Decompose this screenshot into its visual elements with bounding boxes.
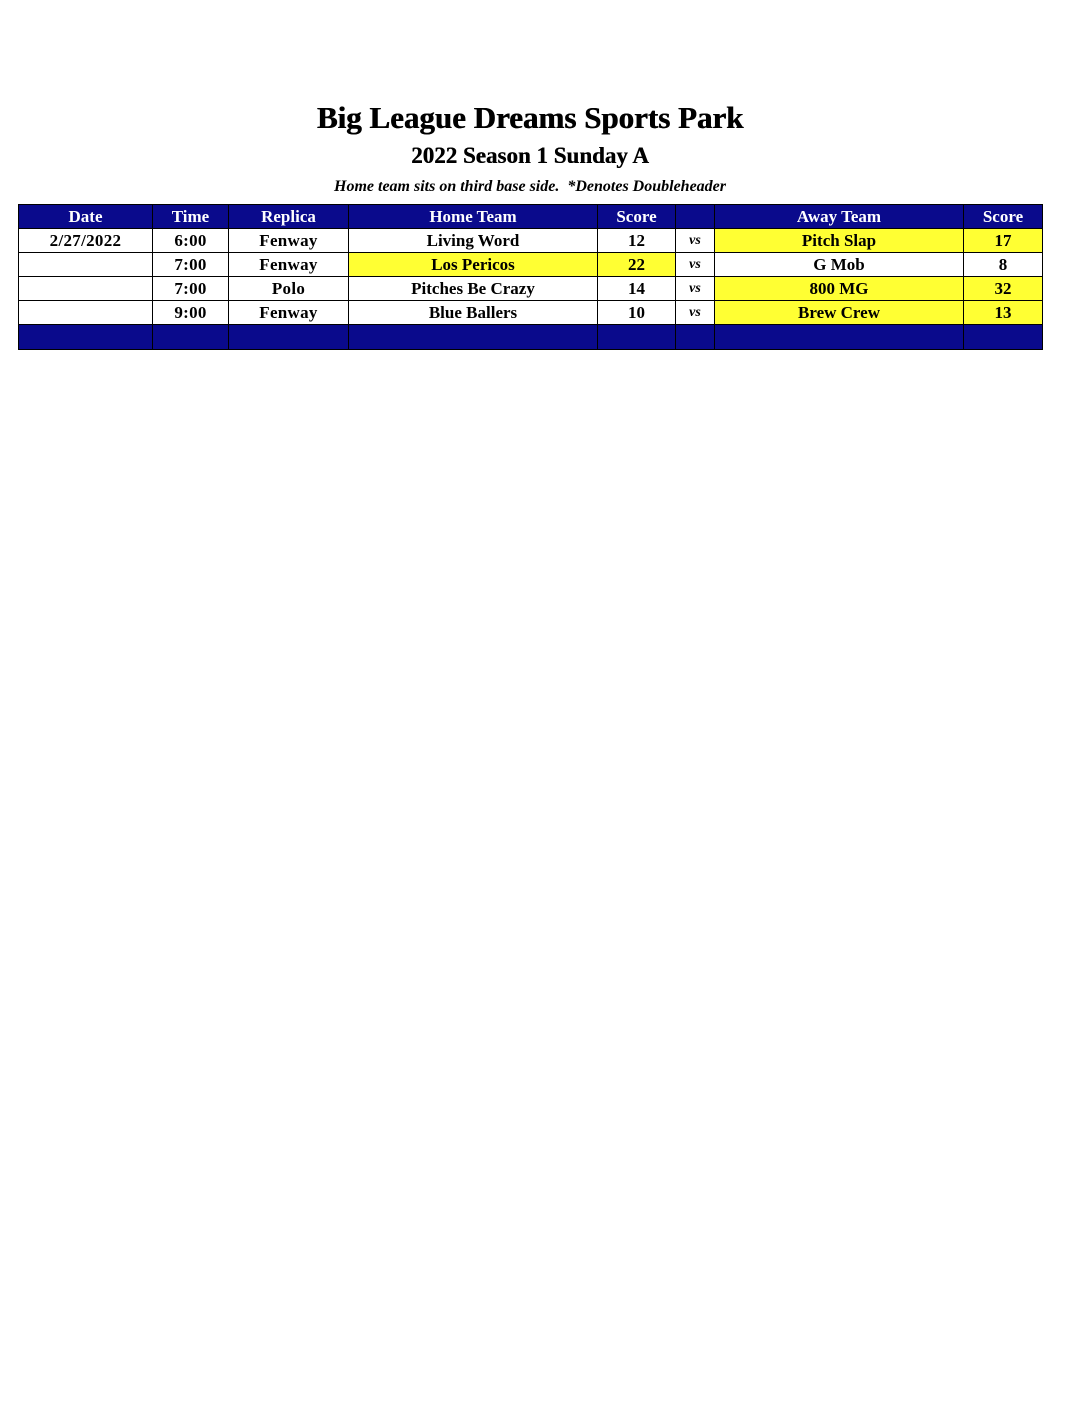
away-team-cell: G Mob [715, 253, 964, 277]
home-score-cell: 14 [598, 277, 676, 301]
column-header-date: Date [19, 205, 153, 229]
column-header-home-score: Score [598, 205, 676, 229]
footer-cell [598, 325, 676, 350]
time-cell: 7:00 [153, 277, 229, 301]
season-subtitle: 2022 Season 1 Sunday A [411, 143, 649, 168]
home-score-cell: 10 [598, 301, 676, 325]
vs-label: vs [676, 277, 715, 301]
column-header-away-team: Away Team [715, 205, 964, 229]
date-cell [19, 253, 153, 277]
footer-cell [964, 325, 1043, 350]
table-header-row [19, 205, 1043, 229]
home-team-cell: Los Pericos [349, 253, 598, 277]
page-title: Big League Dreams Sports Park [316, 100, 744, 135]
away-team-cell: 800 MG [715, 277, 964, 301]
column-header-away-score: Score [964, 205, 1043, 229]
column-header-replica: Replica [229, 205, 349, 229]
vs-label: vs [676, 301, 715, 325]
home-team-cell: Living Word [349, 229, 598, 253]
replica-cell: Fenway [229, 253, 349, 277]
replica-cell: Fenway [229, 229, 349, 253]
away-team-cell: Pitch Slap [715, 229, 964, 253]
column-header-home-team: Home Team [349, 205, 598, 229]
date-cell: 2/27/2022 [19, 229, 153, 253]
footer-cell [229, 325, 349, 350]
date-cell [19, 277, 153, 301]
vs-label: vs [676, 253, 715, 277]
time-cell: 9:00 [153, 301, 229, 325]
footer-cell [676, 325, 715, 350]
footer-cell [19, 325, 153, 350]
schedule-table [18, 204, 1043, 350]
footer-cell [715, 325, 964, 350]
footer-cell [349, 325, 598, 350]
schedule-note: Home team sits on third base side. *Denotes Doubleheader [334, 178, 726, 195]
table-row [19, 301, 1043, 325]
footer-cell [153, 325, 229, 350]
vs-label: vs [676, 229, 715, 253]
away-score-cell: 32 [964, 277, 1043, 301]
table-footer-row [19, 325, 1043, 350]
home-score-cell: 22 [598, 253, 676, 277]
date-cell [19, 301, 153, 325]
replica-cell: Polo [229, 277, 349, 301]
home-score-cell: 12 [598, 229, 676, 253]
away-score-cell: 17 [964, 229, 1043, 253]
column-header-time: Time [153, 205, 229, 229]
away-score-cell: 8 [964, 253, 1043, 277]
time-cell: 7:00 [153, 253, 229, 277]
home-team-cell: Blue Ballers [349, 301, 598, 325]
away-team-cell: Brew Crew [715, 301, 964, 325]
replica-cell: Fenway [229, 301, 349, 325]
table-row [19, 229, 1043, 253]
column-header-vs [676, 205, 715, 229]
away-score-cell: 13 [964, 301, 1043, 325]
time-cell: 6:00 [153, 229, 229, 253]
home-team-cell: Pitches Be Crazy [349, 277, 598, 301]
table-row [19, 253, 1043, 277]
table-row [19, 277, 1043, 301]
